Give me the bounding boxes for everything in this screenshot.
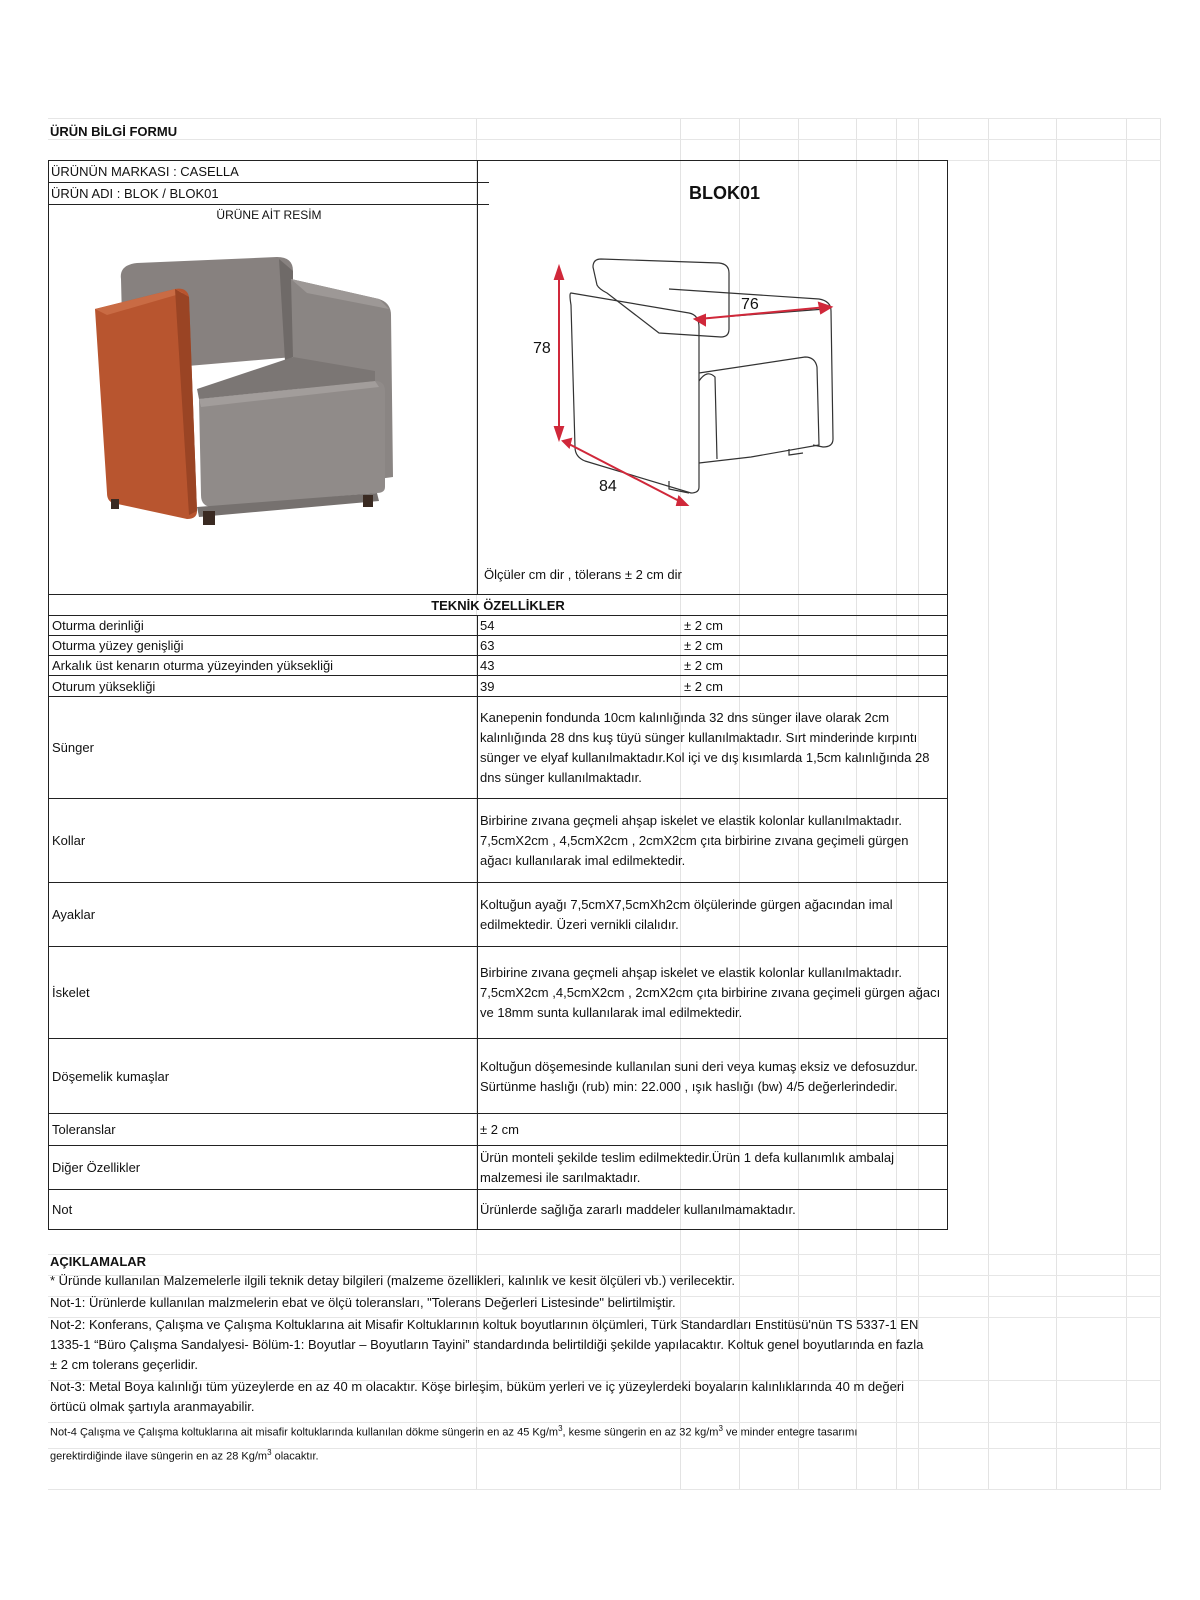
table-row [49,615,947,636]
spec-label: Not [52,1202,73,1217]
table-row [49,1189,947,1230]
table-row [49,946,947,1039]
form-title: ÜRÜN BİLGİ FORMU [50,124,178,139]
measure-label: Oturma derinliği [52,618,144,633]
note-1: Not-1: Ürünlerde kullanılan malzmelerin ebat ve ölçü toleransları, "Tolerans Değerleri Listesinde" belirtilmiştir. [50,1295,676,1310]
table-row [49,675,947,697]
spec-text: Birbirine zıvana geçmeli ahşap iskelet ve elastik kolonlar kullanılmaktadır. 7,5cmX2cm , 4,5cmX2cm , 2cmX2cm çıta birbirine zıvana geçimeli gürgen ağacı kullanılarak imal edilmektedir. [480,813,909,868]
spec-text: Ürünlerde sağlığa zararlı maddeler kullanılmamaktadır. [480,1202,796,1217]
spec-text: Koltuğun ayağı 7,5cmX7,5cmXh2cm ölçülerinde gürgen ağacından imal edilmektedir. Üzeri vernikli cilalıdır. [480,897,893,932]
measurement-note: Ölçüler cm dir , tölerans ± 2 cm dir [484,567,682,582]
product-name-line: ÜRÜN ADI : BLOK / BLOK01 [49,183,489,205]
image-caption: ÜRÜNE AİT RESİM [216,208,322,222]
measure-label: Arkalık üst kenarın oturma yüzeyinden yüksekliği [52,658,334,673]
spec-label: Toleranslar [52,1122,116,1137]
spec-text: ± 2 cm [480,1122,519,1137]
measure-value: 63 [480,638,495,653]
table-row [49,635,947,656]
measure-label: Oturum yüksekliği [52,678,156,694]
table-row [49,1113,947,1146]
measure-tolerance: ± 2 cm [684,618,723,633]
model-code: BLOK01 [689,183,761,203]
spec-label: İskelet [52,985,90,1000]
measure-tolerance: ± 2 cm [684,638,723,653]
measure-value: 39 [480,678,495,694]
table-row [49,882,947,947]
note-3: Not-3: Metal Boya kalınlığı tüm yüzeylerde en az 40 m olacaktır. Köşe birleşim, büküm yerleri ve iç yüzeylerdeki boyaların kalınlıklarında 40 m değeri örtücü olmak şartıyla aranmayabilir. [50,1379,905,1414]
spec-label: Döşemelik kumaşlar [52,1068,170,1084]
height-dimension-label: 78 [533,340,551,357]
depth-dimension-label: 84 [599,478,617,495]
armchair-photo [79,249,419,559]
spec-text: Birbirine zıvana geçmeli ahşap iskelet ve elastik kolonlar kullanılmaktadır. 7,5cmX2cm ,4,5cmX2cm , 2cmX2cm çıta birbirine zıvana geçimeli gürgen ağacı ve 18mm sunta kullanılarak imal edilmektedir. [480,965,941,1020]
tech-section-title: TEKNİK ÖZELLİKLER [431,597,565,613]
spec-text: Koltuğun döşemesinde kullanılan suni deri veya kumaş eksiz ve defosuzdur. Sürtünme haslığı (rub) min: 22.000 , ışık haslığı (bw) 4/5 değerlerindedir. [480,1058,918,1094]
notes-title: AÇIKLAMALAR [50,1254,147,1269]
measure-value: 43 [480,658,495,673]
note-4: Not-4 Çalışma ve Çalışma koltuklarına ait misafir koltuklarında kullanılan dökme süngerin en az 45 $Kg/m^3$, kesme süngerin en az 32 $kg/m^3$ ve minder entegre tasarımı gerektirdiğinde ilave süngerin en az 28 $Kg/m^3$ olacaktır. [50,1424,858,1463]
brand-line: ÜRÜNÜN MARKASI : CASELLA [49,161,489,183]
width-dimension-label: 76 [741,296,759,313]
note-2: Not-2: Konferans, Çalışma ve Çalışma Koltuklarına ait Misafir Koltuklarının koltuk boyutlarının ölçümleri, Türk Standardları Enstitüsü'nün TS 5337-1 EN 1335-1 “Büro Çalışma Sandalyesi- Bölüm-1: Boyutlar – Boyutların Tayini” standardında belirtildiği şekilde yapılacaktır. Koltuk genel boyutlarında en fazla ± 2 cm tolerans geçerlidir. [50,1317,924,1372]
table-row [49,696,947,799]
spec-text: Kanepenin fondunda 10cm kalınlığında 32 dns sünger ilave olarak 2cm kalınlığında 28 dns kuş tüyü sünger kullanılmaktadır. Sırt minderinde kırpıntı sünger ve elyaf kullanılmaktadır.Kol içi ve dış kısımlarda 1,5cm kalınlığında 28 dns sünger kullanılmaktadır. [480,710,930,785]
spec-label: Kollar [52,833,86,848]
measure-tolerance: ± 2 cm [684,678,723,694]
spec-label: Sünger [52,740,94,755]
notes-section [50,1254,930,1468]
product-sheet [48,118,1161,1490]
table-row [49,1145,947,1190]
spec-text: Ürün monteli şekilde teslim edilmektedir.Ürün 1 defa kullanımlık ambalaj malzemesi ile sarılmaktadır. [480,1150,895,1185]
brand-block [49,161,489,225]
spec-label: Diğer Özellikler [52,1160,141,1175]
table-row [49,798,947,883]
table-row [49,1038,947,1114]
measure-label: Oturma yüzey genişliği [52,638,184,653]
note-general: * Üründe kullanılan Malzemelerle ilgili teknik detay bilgileri (malzeme özellikleri, kalınlık ve kesit ölçüleri vb.) verilecektir. [50,1273,735,1288]
product-info-box [48,160,948,1230]
table-row [49,655,947,676]
dimension-drawing [519,249,879,509]
measure-value: 54 [480,618,495,633]
measure-tolerance: ± 2 cm [684,658,723,673]
spec-label: Ayaklar [52,907,96,922]
